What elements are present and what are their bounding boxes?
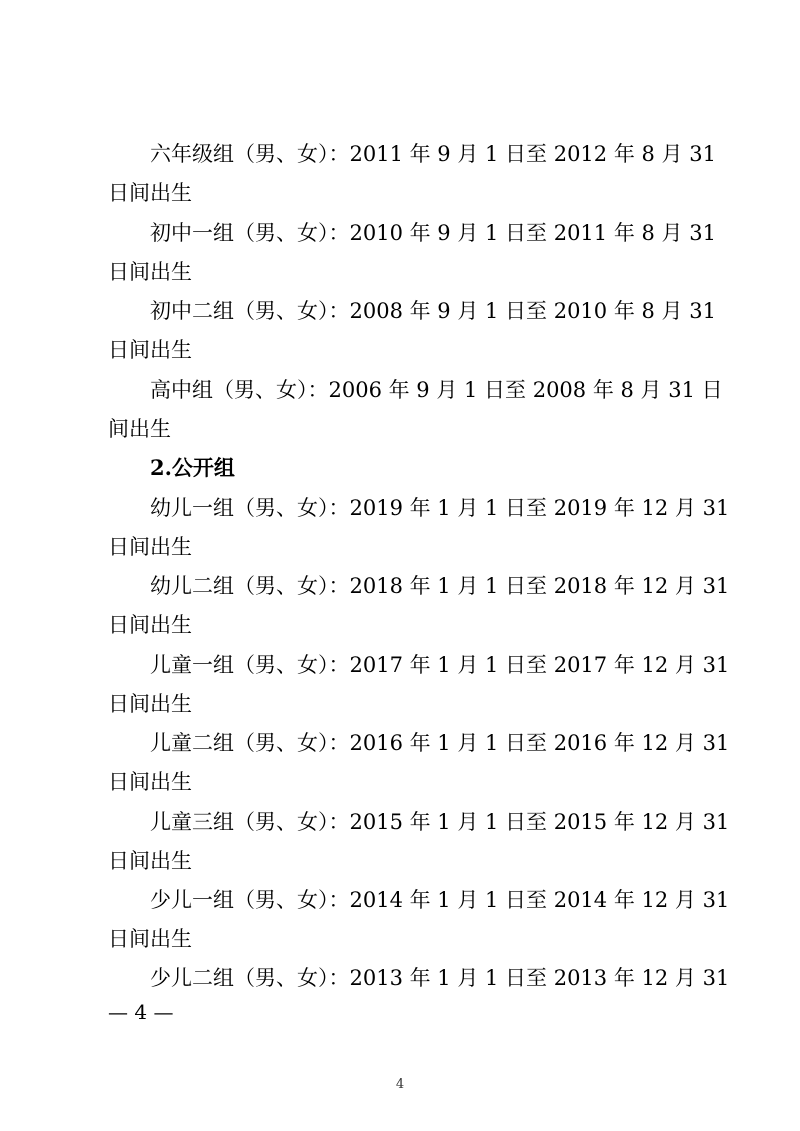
age-group-continuation: 日间出生 (108, 181, 192, 205)
age-group-line: 六年级组（男、女）：2011 年 9 月 1 日至 2012 年 8 月 31 (150, 142, 716, 166)
section-heading: 2.公开组 (150, 455, 235, 480)
age-group-line: 儿童三组（男、女）：2015 年 1 月 1 日至 2015 年 12 月 31 (150, 810, 730, 834)
age-group-line: 初中一组（男、女）：2010 年 9 月 1 日至 2011 年 8 月 31 (150, 221, 716, 245)
age-group-continuation: 日间出生 (108, 535, 192, 559)
pdf-page-number: 4 (395, 1077, 405, 1092)
age-group-line: 少儿一组（男、女）：2014 年 1 月 1 日至 2014 年 12 月 31 (150, 888, 730, 912)
age-group-continuation: 日间出生 (108, 849, 192, 873)
age-group-continuation: 日间出生 (108, 692, 192, 716)
age-group-line: 高中组（男、女）：2006 年 9 月 1 日至 2008 年 8 月 31 日 (150, 378, 723, 402)
page-footer-number: — 4 — (108, 1000, 174, 1024)
age-group-continuation: 日间出生 (108, 613, 192, 637)
age-group-line: 初中二组（男、女）：2008 年 9 月 1 日至 2010 年 8 月 31 (150, 299, 716, 323)
age-group-continuation: 日间出生 (108, 927, 192, 951)
age-group-line: 儿童二组（男、女）：2016 年 1 月 1 日至 2016 年 12 月 31 (150, 731, 730, 755)
age-group-line: 幼儿二组（男、女）：2018 年 1 月 1 日至 2018 年 12 月 31 (150, 574, 730, 598)
age-group-continuation: 日间出生 (108, 260, 192, 284)
age-group-continuation: 日间出生 (108, 770, 192, 794)
age-group-continuation: 日间出生 (108, 338, 192, 362)
age-group-line: 幼儿一组（男、女）：2019 年 1 月 1 日至 2019 年 12 月 31 (150, 496, 730, 520)
age-group-line: 少儿二组（男、女）：2013 年 1 月 1 日至 2013 年 12 月 31 (150, 966, 730, 990)
age-group-continuation: 间出生 (108, 417, 171, 441)
age-group-line: 儿童一组（男、女）：2017 年 1 月 1 日至 2017 年 12 月 31 (150, 653, 730, 677)
